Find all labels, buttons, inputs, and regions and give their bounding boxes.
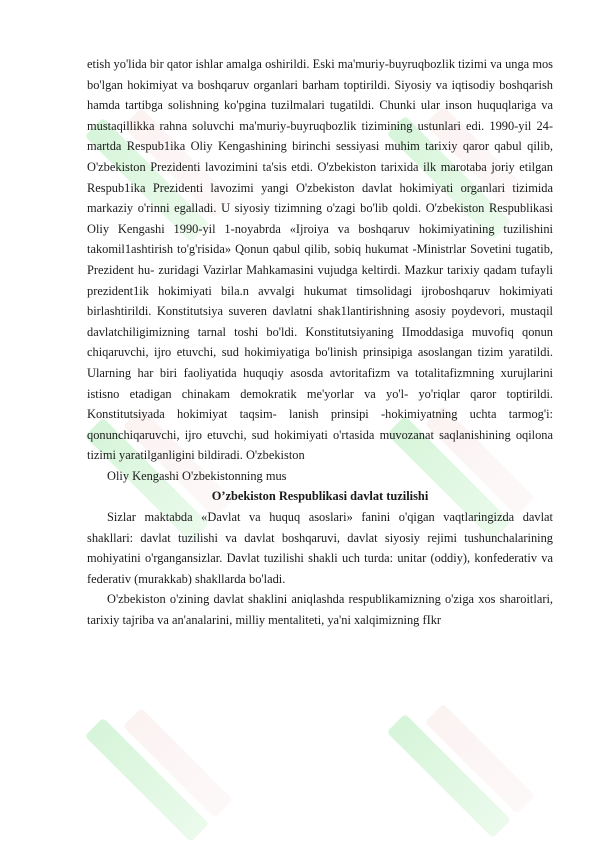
body-paragraph: O'zbekiston o'zining davlat shaklini aniqlashda respublikamizning o'ziga xos sharoitlari, tarixiy tajriba va an'analarini, milliy mentaliteti, ya'ni xalqimizning fIkr [87,592,553,628]
body-paragraph: etish yo'lida bir qator ishlar amalga oshirildi. Eski ma'muriy-buyruqbozlik tizimi va unga mos bo'lgan hokimiyat va boshqaruv organlari barham toptirildi. Siyosiy va iqtisodiy boshqarish hamda tartibga solishning ko'pgina tuzilmalari tugatildi. Chunki ular inson huquqlariga va mustaqillikka rahna soluvchi ma'muriy-buyruqbozlik tizimining ustunlari edi. 1990-yil 24-martda Respub1ika Oliy Kengashining birinchi sessiyasi muhim tarixiy qaror qabul qilib, O'zbekiston Prezidenti lavozimini ta'sis etdi. O'zbekiston tarixida ilk marotaba joriy etilgan Respub1ika Prezidenti lavozimi yangi O'zbekiston davlat hokimiyati organlari tizimida markaziy o'rinni egalladi. U siyosiy tizimning o'zagi bo'lib qoldi. O'zbekiston Respublikasi Oliy Kengashi 1990-yil 1-noyabrda «Ijroiya va boshqaruv hokimiyatining tuzilishini takomil1ashtirish to'g'risida» Qonun qabul qilib, sobiq hukumat -Ministrlar Sovetini tugatib, Prezident hu- zuridagi Vazirlar Mahkamasini vujudga keltirdi. Mazkur tarixiy qadam tufayli prezident1ik hokimiyati bila.n avvalgi hukumat timsolidagi ijroboshqaruv hokimiyati birlashtirildi. Konstitutsiya suveren davlatni shak1lantirishning asosiy poydevori, mustaqil davlatchiligimizning tarnal toshi bo'ldi. Konstitutsiyaning IImoddasiga muvofiq qonun chiqaruvchi, ijro etuvchi, sud hokimiyatiga bo'linish prinsipiga asoslangan tizim yaratildi. Ularning har biri faoliyatida huquqiy asosda avtoritafizm va totalitafizmning xurujlarini istisno etadigan chinakam demokratik me'yorlar va yo'l- yo'riqlar qaror toptirildi. Konstitutsiyada hokimiyat taqsim- lanish prinsipi -hokimiyatning uchta tarmog'i: qonunchiqaruvchi, ijro etuvchi, sud hokimiyati o'rtasida muvozanat saqlanishining oqilona tizimi yaratilganligini bildiradi. O'zbekiston [87,57,553,463]
watermark-logo [72,681,260,842]
document-body [87,54,553,631]
body-paragraph: Sizlar maktabda «Davlat va huquq asoslari» fanini o'qigan vaqtlaringizda davlat shakllari: davlat tuzilishi va davlat boshqaruvi, davlat siyosiy rejimi tushunchalarining mohiyatini o'rgangansizlar. Davlat tuzilishi shakli uch turda: unitar (oddiy), konfederativ va federativ (murakkab) shakllarda bo'ladi. [87,510,553,586]
body-paragraph: Oliy Kengashi O'zbekistonning mus [107,468,287,483]
watermark-logo [374,677,562,842]
section-heading: O’zbekiston Respublikasi davlat tuzilishi [211,489,429,504]
